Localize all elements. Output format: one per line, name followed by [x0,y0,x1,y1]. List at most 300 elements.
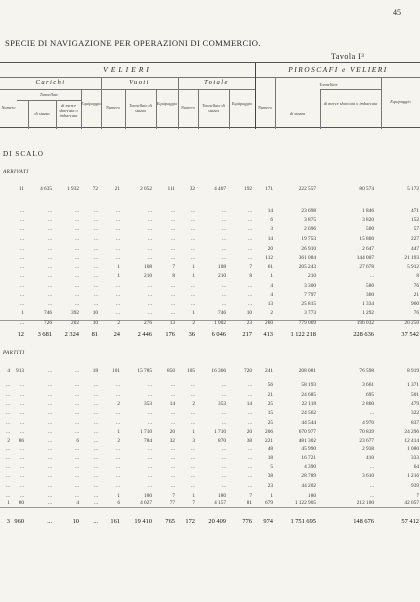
table-cell: ... [20,208,24,214]
table-cell: ... [191,455,195,461]
table-cell: 196 032 [356,320,374,326]
table-cell: 392 [71,310,79,316]
table-cell: 26 910 [301,246,316,252]
table-cell: 6 [270,217,273,223]
table-cell: 1 [117,493,120,499]
table-cell: 61 [267,264,273,270]
table-header [0,62,420,128]
table-cell: ... [94,401,98,407]
table-cell: 15 785 [137,368,152,374]
section-scalo: DI SCALO [3,150,44,158]
table-cell: ... [171,483,175,489]
table-cell: ... [48,208,52,214]
table-cell: ... [171,301,175,307]
table-cell: ... [48,226,52,232]
table-cell: ... [75,429,79,435]
table-cell: 81 [91,331,98,338]
table-cell: 45 990 [301,446,316,452]
subsection-partiti: PARTITI [3,350,25,356]
table-cell: 20 [267,246,273,252]
table-cell: ... [171,226,175,232]
table-cell: ... [48,273,52,279]
table-cell: ... [94,301,98,307]
table-cell: 13 [267,301,273,307]
table-cell: ... [191,420,195,426]
table-cell: 210 [144,273,152,279]
table-cell: 36 [188,331,195,338]
table-cell: ... [248,246,252,252]
table-cell: ... [94,246,98,252]
table-cell: ... [20,473,24,479]
table-cell: ... [48,392,52,398]
table-cell: ... [222,226,226,232]
table-row [0,483,420,493]
table-cell: 779 069 [298,320,316,326]
table-cell: 8 919 [407,368,419,374]
table-cell: ... [171,310,175,316]
table-cell: 471 [411,208,419,214]
table-cell: 37 542 [401,331,419,338]
table-cell: 13 [169,320,175,326]
table-cell: ... [94,208,98,214]
table-cell: 14 [246,401,252,407]
equipaggio-label-carichi: Equipaggio [81,101,102,106]
table-cell: 3 300 [304,283,316,289]
table-cell: 1 [117,273,120,279]
table-cell: ... [20,264,24,270]
table-cell: ... [75,226,79,232]
table-cell: ... [171,236,175,242]
table-cell: ... [222,283,226,289]
table-cell: 3 [6,518,10,525]
table-cell: ... [48,382,52,388]
table-cell: 8 [172,273,175,279]
table-cell: 6 [76,438,79,444]
table-cell: ... [248,382,252,388]
table-cell: ... [94,429,98,435]
table-cell: 11 [18,186,24,192]
table-cell: ... [191,483,195,489]
table-cell: ... [6,493,10,499]
table-cell: ... [148,382,152,388]
table-cell: ... [94,493,98,499]
table-cell: 161 [110,518,120,525]
table-cell: ... [75,473,79,479]
table-cell: ... [148,208,152,214]
table-cell: ... [116,283,120,289]
table-cell: 2 647 [362,246,374,252]
table-cell: ... [248,236,252,242]
table-cell: ... [191,226,195,232]
table-row [0,226,420,236]
table-cell: ... [222,410,226,416]
table-cell: 481 302 [298,438,316,444]
total-row [0,331,420,341]
table-cell: 23 [267,483,273,489]
table-cell: ... [148,226,152,232]
table-cell: 3 773 [304,310,316,316]
table-cell: 260 [265,320,273,326]
equipaggio-label-piroscafi: Equipaggio [390,99,411,104]
table-cell: ... [47,518,52,525]
table-cell: ... [6,420,10,426]
table-cell: ... [222,483,226,489]
table-cell: 500 [366,226,374,232]
table-cell: 4 635 [40,186,52,192]
table-cell: 3 661 [362,382,374,388]
table-cell: ... [171,464,175,470]
table-cell: ... [248,455,252,461]
table-cell: 3 [192,438,195,444]
table-cell: ... [75,401,79,407]
table-cell: ... [248,226,252,232]
table-cell: ... [94,500,98,506]
table-cell: ... [222,446,226,452]
table-cell: 208 081 [298,368,316,374]
table-cell: ... [191,410,195,416]
table-cell: 44 544 [301,420,316,426]
table-row [0,310,420,320]
table-cell: 2 800 [362,401,374,407]
table-cell: ... [20,246,24,252]
table-cell: 2 696 [304,226,316,232]
total-row [0,518,420,528]
table-cell: ... [148,473,152,479]
table-cell: 4 [7,368,10,374]
table-cell: ... [48,473,52,479]
table-cell: 14 [169,401,175,407]
table-cell: ... [94,420,98,426]
table-cell: ... [94,483,98,489]
table-cell: ... [48,255,52,261]
table-cell: ... [116,217,120,223]
table-cell: 960 [14,518,24,525]
table-cell: ... [248,217,252,223]
table-cell: ... [171,392,175,398]
table-cell: ... [75,382,79,388]
table-cell: ... [222,464,226,470]
table-cell: 111 [167,186,175,192]
table-cell: 57 [413,226,419,232]
table-cell: 413 [263,331,273,338]
table-cell: ... [20,420,24,426]
table-cell: ... [148,246,152,252]
table-cell: 4 027 [140,500,152,506]
equipaggio-label-vuoti: Equipaggio [156,101,178,106]
table-cell: ... [20,217,24,223]
table-cell: ... [94,446,98,452]
table-cell: 180 [308,493,316,499]
table-cell: 72 [92,186,98,192]
table-cell: ... [116,410,120,416]
table-cell: 44 202 [301,483,316,489]
table-cell: 7 797 [304,292,316,298]
table-cell: ... [148,255,152,261]
table-cell: ... [6,446,10,452]
table-cell: 176 [165,331,175,338]
table-cell: ... [148,301,152,307]
table-cell: ... [93,518,98,525]
table-cell: 32 [169,438,175,444]
piroscafi-velieri-heading: PIROSCAFI e VELIERI [288,65,388,74]
table-cell: 1 751 695 [290,518,316,525]
table-cell: 27 678 [359,264,374,270]
table-cell: ... [75,446,79,452]
table-cell: 1 [192,493,195,499]
table-cell: ... [94,217,98,223]
table-cell: 850 [167,368,175,374]
table-row [0,473,420,483]
table-cell: ... [148,310,152,316]
table-cell: 227 [411,236,419,242]
table-cell: 410 [366,455,374,461]
totale-heading: Totale [204,79,229,86]
table-cell: 1 [270,273,273,279]
table-cell: 56 [267,382,273,388]
table-cell: ... [94,392,98,398]
table-cell: ... [116,382,120,388]
table-cell: 913 [16,368,24,374]
carichi-heading: Carichi [35,79,66,86]
table-cell: 77 [169,500,175,506]
table-cell: 180 [218,493,226,499]
table-cell: 7 [249,264,252,270]
table-cell: 24 562 [301,410,316,416]
table-cell: 108 [218,264,226,270]
page-title: SPECIE DI NAVIGAZIONE PER OPERAZIONI DI COMMERCIO. [5,38,261,48]
table-cell: 765 [165,518,175,525]
table-cell: ... [48,368,52,374]
table-cell: 12 414 [404,438,419,444]
table-cell: 276 [144,320,152,326]
table-cell: ... [20,382,24,388]
table-cell: ... [20,493,24,499]
table-cell: ... [6,429,10,435]
table-cell: ... [20,464,24,470]
table-cell: ... [48,301,52,307]
table-cell: 501 [411,392,419,398]
table-cell: 1 710 [140,429,152,435]
table-cell: 14 [267,236,273,242]
table-cell: ... [75,455,79,461]
table-cell: 6 046 [211,331,226,338]
table-cell: 10 [72,518,79,525]
table-cell: ... [94,292,98,298]
table-cell: ... [248,292,252,298]
table-cell: 776 [242,518,252,525]
table-cell: 81 [246,500,252,506]
tonnellate-stazza-label-vuoti: Tonnellate di stazza [129,103,152,113]
table-cell: ... [248,473,252,479]
table-cell: ... [370,410,374,416]
table-cell: 12 [17,331,24,338]
table-cell: ... [370,483,374,489]
table-cell: ... [75,236,79,242]
table-cell: 746 [44,310,52,316]
table-cell: 837 [411,420,419,426]
table-cell: ... [48,483,52,489]
table-cell: 202 [71,320,79,326]
table-cell: ... [48,446,52,452]
table-cell: ... [6,464,10,470]
table-cell: ... [148,455,152,461]
table-cell: 180 [144,493,152,499]
table-cell: 939 [411,483,419,489]
table-cell: ... [75,410,79,416]
table-cell: 70 839 [359,429,374,435]
table-cell: ... [248,410,252,416]
table-cell: 5 172 [407,186,419,192]
table-cell: 21 193 [404,255,419,261]
table-cell: 22 118 [301,401,316,407]
table-cell: ... [191,301,195,307]
table-cell: ... [75,292,79,298]
table-cell: ... [94,255,98,261]
table-cell: 18 [267,455,273,461]
table-cell: ... [20,226,24,232]
table-cell: 32 [189,186,195,192]
table-cell: 20 409 [208,518,226,525]
table-cell: 16 721 [301,455,316,461]
tonnellate-label-piroscafi: Tonnellate [319,82,338,87]
table-cell: ... [48,410,52,416]
table-cell: ... [222,420,226,426]
table-cell: ... [171,473,175,479]
table-cell: ... [94,236,98,242]
table-cell: ... [94,382,98,388]
table-cell: 1 292 [362,310,374,316]
table-cell: ... [116,310,120,316]
table-cell: ... [75,464,79,470]
table-cell: ... [148,420,152,426]
table-cell: ... [94,410,98,416]
table-cell: 112 [265,255,273,261]
merce-label-piroscafi: di merce sbarcata o imbarcata [323,101,378,106]
table-cell: 2 [192,320,195,326]
table-cell: 171 [265,186,273,192]
table-cell: 3 [270,226,273,232]
table-cell: 1 [270,493,273,499]
table-cell: ... [48,292,52,298]
table-cell: 3 875 [304,217,316,223]
table-cell: 25 [267,420,273,426]
table-cell: 7 [416,493,419,499]
table-cell: 4 407 [214,186,226,192]
table-cell: 23 698 [301,208,316,214]
table-cell: ... [370,464,374,470]
table-cell: ... [116,420,120,426]
table-cell: 228 636 [353,331,374,338]
table-cell: ... [6,392,10,398]
table-cell: 148 676 [353,518,374,525]
table-cell: ... [75,420,79,426]
table-cell: ... [20,320,24,326]
table-cell: 80 [18,500,24,506]
table-cell: ... [222,292,226,298]
table-cell: 108 [144,264,152,270]
table-cell: 76 [413,310,419,316]
table-cell: 21 [114,186,120,192]
table-cell: 25 815 [301,301,316,307]
table-cell: ... [75,246,79,252]
table-cell: ... [75,273,79,279]
table-cell: ... [248,392,252,398]
table-cell: ... [6,483,10,489]
table-cell: ... [171,208,175,214]
table-cell: 1 846 [362,208,374,214]
table-cell: ... [171,455,175,461]
table-cell: 24 685 [301,392,316,398]
table-cell: ... [48,236,52,242]
table-cell: ... [94,455,98,461]
table-cell: ... [222,217,226,223]
table-cell: ... [48,493,52,499]
table-cell: ... [248,301,252,307]
table-cell: 4 [270,283,273,289]
table-cell: ... [171,410,175,416]
table-cell: ... [20,301,24,307]
table-cell: 2 938 [362,446,374,452]
table-cell: ... [116,301,120,307]
numero-label-totale: Numero [181,105,195,110]
table-cell: 1 932 [67,186,79,192]
table-cell: 5 912 [407,264,419,270]
table-row [0,320,420,330]
table-cell: 2 [270,310,273,316]
table-cell: ... [116,255,120,261]
table-cell: ... [171,446,175,452]
table-cell: 20 [169,429,175,435]
table-cell: ... [248,208,252,214]
table-cell: 206 [265,429,273,435]
table-cell: ... [20,429,24,435]
numero-label-piroscafi: Numero [258,105,272,110]
table-cell: 333 [411,455,419,461]
table-row [0,410,420,420]
table-cell: ... [94,473,98,479]
table-cell: 1 [192,264,195,270]
table-cell: 24 [113,331,120,338]
table-cell: ... [75,392,79,398]
table-cell: ... [191,382,195,388]
table-cell: ... [75,493,79,499]
table-cell: ... [6,382,10,388]
table-cell: ... [191,236,195,242]
table-cell: ... [222,208,226,214]
table-cell: ... [191,392,195,398]
table-cell: 2 [117,438,120,444]
table-cell: ... [191,473,195,479]
table-cell: 144 007 [356,255,374,261]
table-cell: ... [148,292,152,298]
table-cell: ... [171,246,175,252]
table-cell: ... [191,283,195,289]
table-row [0,273,420,283]
table-cell: 2 [117,320,120,326]
table-cell: 42 057 [404,500,419,506]
table-cell: ... [94,464,98,470]
table-cell: 1 122 905 [294,500,316,506]
table-cell: 2 [192,401,195,407]
table-cell: 7 [172,493,175,499]
table-cell: ... [75,264,79,270]
table-cell: 960 [411,301,419,307]
table-cell: ... [48,500,52,506]
table-cell: ... [191,208,195,214]
table-cell: ... [116,392,120,398]
table-cell: 322 [411,410,419,416]
table-cell: ... [148,392,152,398]
